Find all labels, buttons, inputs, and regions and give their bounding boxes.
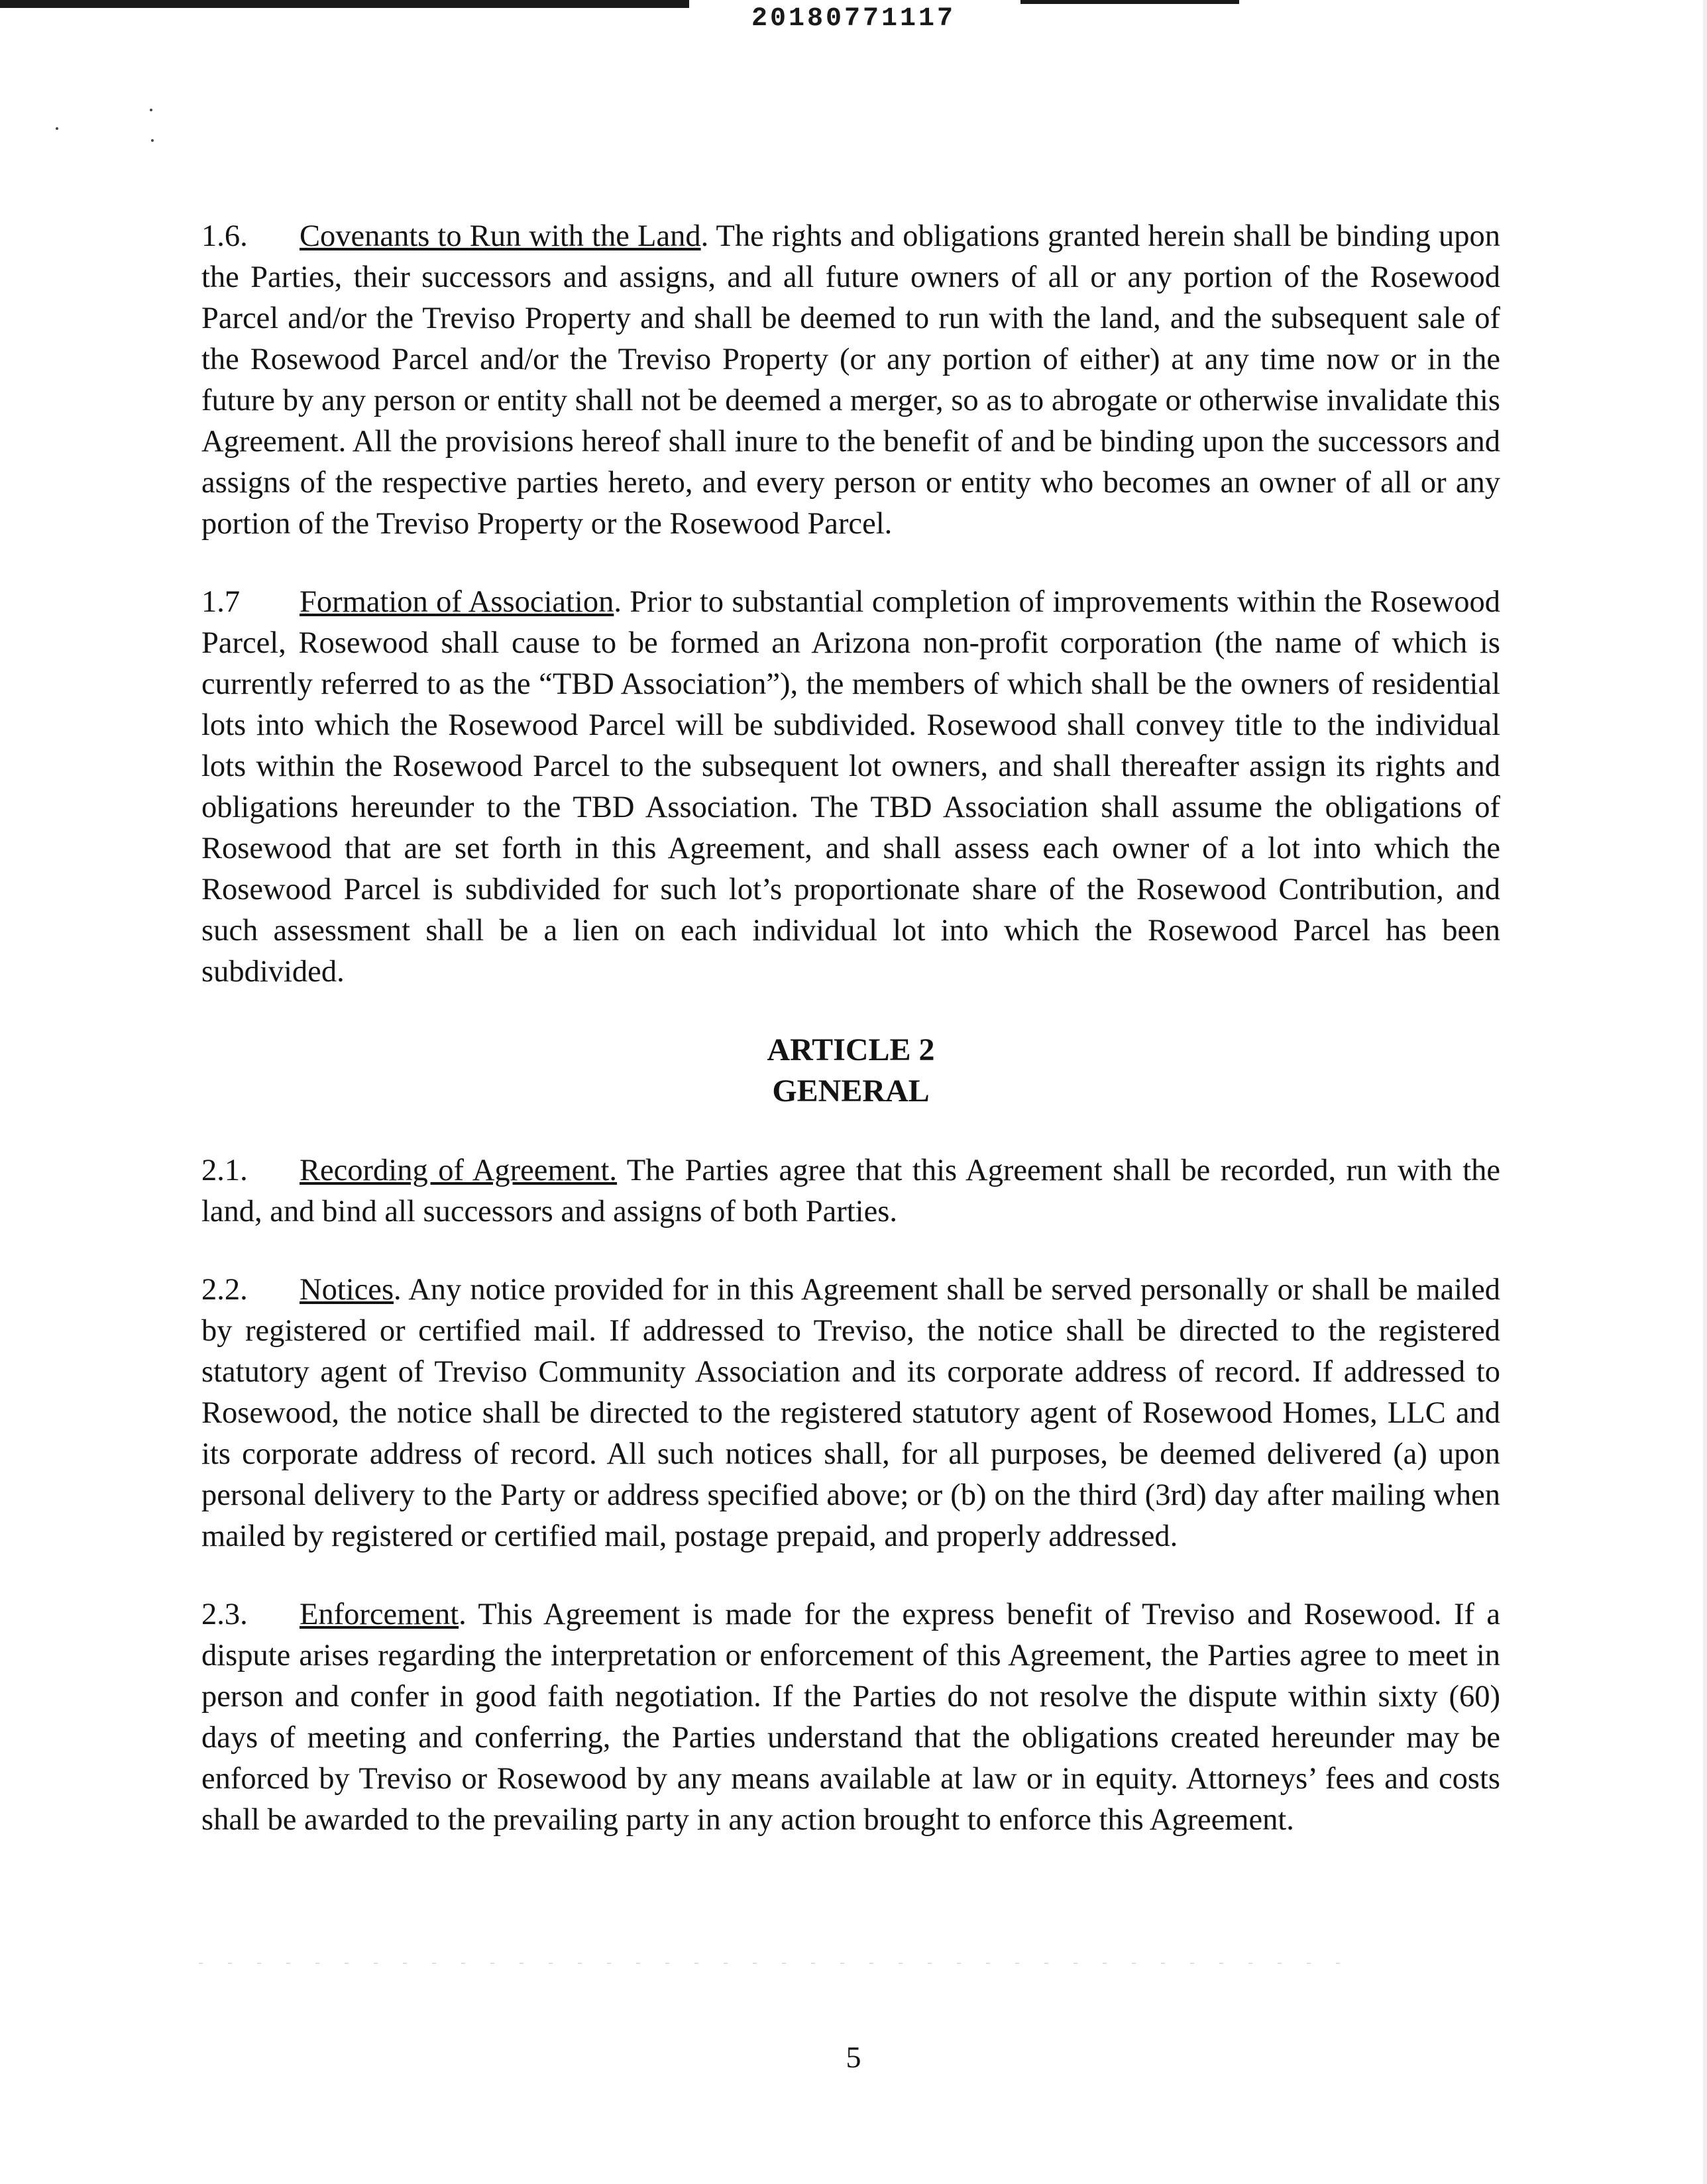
section-number: 2.3. <box>201 1598 248 1631</box>
scan-speck <box>150 109 152 111</box>
section-text: . Prior to substantial completion of improvements within the Rosewood Parcel, Rosewood shall cause to be formed an Arizona non-profit corporation (the name of which is currently referred to as the “TBD Association”), the members of which shall be the owners of residential lots into which the Rosewood Parcel will be subdivided. Rosewood shall convey title to the individual lots within the Rosewood Parcel to the subsequent lot owners, and shall thereafter assign its rights and obligations hereunder to the TBD Association. The TBD Association shall assume the obligations of Rosewood that are set forth in this Agreement, and shall assess each owner of a lot into which the Rosewood Parcel is subdivided for such lot’s proportionate share of the Rosewood Contribution, and such assessment shall be a lien on each individual lot into which the Rosewood Parcel has been subdivided. <box>201 585 1500 989</box>
section-text: The Parties agree that this Agreement shall be recorded, run with the land, and bind all successors and assigns of both Parties. <box>201 1154 1501 1228</box>
section-1-7 <box>201 582 1500 993</box>
section-heading: Recording of Agreement. <box>300 1154 618 1187</box>
section-text: . This Agreement is made for the express benefit of Treviso and Rosewood. If a dispute arises regarding the interpretation or enforcement of this Agreement, the Parties agree to meet in person and confer in good faith negotiation. If the Parties do not resolve the dispute within sixty (60) days of meeting and conferring, the Parties understand that the obligations created hereunder may be enforced by Treviso or Rosewood by any means available at law or in equity. Attorneys’ fees and costs shall be awarded to the prevailing party in any action brought to enforce this Agreement. <box>201 1598 1500 1837</box>
scan-edge-shadow <box>1703 0 1707 2184</box>
section-heading: Covenants to Run with the Land <box>300 219 701 253</box>
section-number: 2.1. <box>201 1154 248 1187</box>
section-number: 2.2. <box>201 1273 248 1307</box>
section-2-1 <box>201 1150 1500 1232</box>
section-heading: Enforcement <box>300 1598 459 1631</box>
section-2-2 <box>201 1270 1500 1557</box>
section-text: . The rights and obligations granted herein shall be binding upon the Parties, their successors and assigns, and all future owners of all or any portion of the Rosewood Parcel and/or the Treviso Property and shall be deemed to run with the land, and the subsequent sale of the Rosewood Parcel and/or the Treviso Property (or any portion of either) at any time now or in the future by any person or entity shall not be deemed a merger, so as to abrogate or otherwise invalidate this Agreement. All the provisions hereof shall inure to the benefit of and be binding upon the successors and assigns of the respective parties hereto, and every person or entity who becomes an owner of all or any portion of the Treviso Property or the Rosewood Parcel. <box>201 219 1500 541</box>
scan-noise-line <box>199 1963 1352 1964</box>
article-title: ARTICLE 2 <box>767 1032 935 1067</box>
section-heading: Notices <box>300 1273 394 1307</box>
scan-speck <box>151 139 154 142</box>
page-number: 5 <box>846 2040 861 2074</box>
scan-speck <box>56 127 58 130</box>
section-text: . Any notice provided for in this Agreement shall be served personally or shall be mailed by registered or certified mail. If addressed to Treviso, the notice shall be directed to the registered statutory agent of Treviso Community Association and its corporate address of record. If addressed to Rosewood, the notice shall be directed to the registered statutory agent of Rosewood Homes, LLC and its corporate address of record. All such notices shall, for all purposes, be deemed delivered (a) upon personal delivery to the Party or address specified above; or (b) on the third (3rd) day after mailing when mailed by registered or certified mail, postage prepaid, and properly addressed. <box>201 1273 1500 1553</box>
document-body <box>201 216 1500 1878</box>
section-heading: Formation of Association <box>300 585 614 619</box>
article-heading <box>201 1030 1500 1112</box>
recording-number: 20180771117 <box>751 4 956 34</box>
article-subtitle: GENERAL <box>772 1073 930 1109</box>
section-number: 1.6. <box>201 219 248 253</box>
section-1-6 <box>201 216 1500 545</box>
section-number: 1.7 <box>201 585 241 619</box>
section-2-3 <box>201 1594 1500 1841</box>
